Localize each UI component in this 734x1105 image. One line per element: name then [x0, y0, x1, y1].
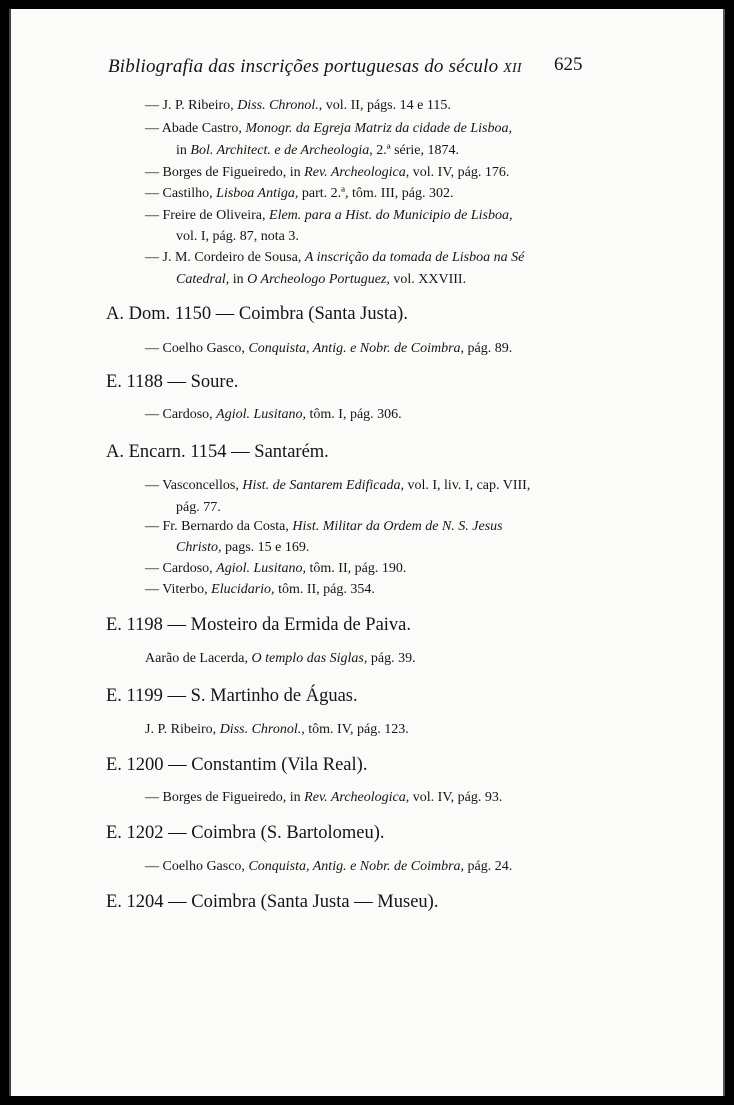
- ref-line: J. P. Ribeiro, Diss. Chronol., tôm. IV, pág. 123.: [145, 722, 409, 737]
- entry-heading: E. 1188 — Soure.: [106, 372, 239, 392]
- ref-line: — Cardoso, Agiol. Lusitano, tôm. I, pág. 306.: [145, 407, 402, 422]
- page-number: 625: [554, 54, 583, 75]
- running-century: XII: [503, 61, 522, 76]
- ref-line: — Borges de Figueiredo, in Rev. Archeologica, vol. IV, pág. 176.: [145, 165, 510, 180]
- entry-heading: A. Encarn. 1154 — Santarém.: [106, 442, 329, 462]
- ref-line: — Freire de Oliveira, Elem. para a Hist. do Municipio de Lisboa,: [145, 208, 513, 223]
- ref-line: — Abade Castro, Monogr. da Egreja Matriz da cidade de Lisboa,: [145, 121, 512, 136]
- entry-heading: E. 1204 — Coimbra (Santa Justa — Museu).: [106, 892, 439, 912]
- ref-line: Christo, pags. 15 e 169.: [176, 540, 310, 555]
- ref-line: — Cardoso, Agiol. Lusitano, tôm. II, pág. 190.: [145, 561, 407, 576]
- ref-line: — Fr. Bernardo da Costa, Hist. Militar da Ordem de N. S. Jesus: [145, 519, 503, 534]
- entry-heading: E. 1198 — Mosteiro da Ermida de Paiva.: [106, 615, 412, 635]
- ref-line: — J. M. Cordeiro de Sousa, A inscrição da tomada de Lisboa na Sé: [145, 250, 525, 265]
- ref-line: — Viterbo, Elucidario, tôm. II, pág. 354.: [145, 582, 375, 597]
- ref-line: — Vasconcellos, Hist. de Santarem Edificada, vol. I, liv. I, cap. VIII,: [145, 478, 531, 493]
- ref-line: pág. 77.: [176, 500, 221, 515]
- running-head: [108, 56, 608, 78]
- ref-line: Aarão de Lacerda, O templo das Siglas, pág. 39.: [145, 651, 416, 666]
- running-title: Bibliografia das inscrições portuguesas do século: [108, 56, 499, 77]
- entry-heading: E. 1199 — S. Martinho de Águas.: [106, 686, 358, 706]
- ref-line: — Castilho, Lisboa Antiga, part. 2.ª, tôm. III, pág. 302.: [145, 186, 454, 201]
- ref-line: in Bol. Architect. e de Archeologia, 2.ª série, 1874.: [176, 143, 460, 158]
- ref-line: Catedral, in O Archeologo Portuguez, vol. XXVIII.: [176, 272, 467, 287]
- entry-heading: E. 1200 — Constantim (Vila Real).: [106, 755, 368, 775]
- ref-line: — J. P. Ribeiro, Diss. Chronol., vol. II, págs. 14 e 115.: [145, 98, 451, 113]
- entry-heading: E. 1202 — Coimbra (S. Bartolomeu).: [106, 823, 385, 843]
- ref-line: vol. I, pág. 87, nota 3.: [176, 229, 299, 244]
- ref-line: — Borges de Figueiredo, in Rev. Archeologica, vol. IV, pág. 93.: [145, 790, 503, 805]
- entry-heading: A. Dom. 1150 — Coimbra (Santa Justa).: [106, 304, 408, 324]
- ref-line: — Coelho Gasco, Conquista, Antig. e Nobr. de Coimbra, pág. 89.: [145, 341, 513, 356]
- ref-line: — Coelho Gasco, Conquista, Antig. e Nobr. de Coimbra, pág. 24.: [145, 859, 513, 874]
